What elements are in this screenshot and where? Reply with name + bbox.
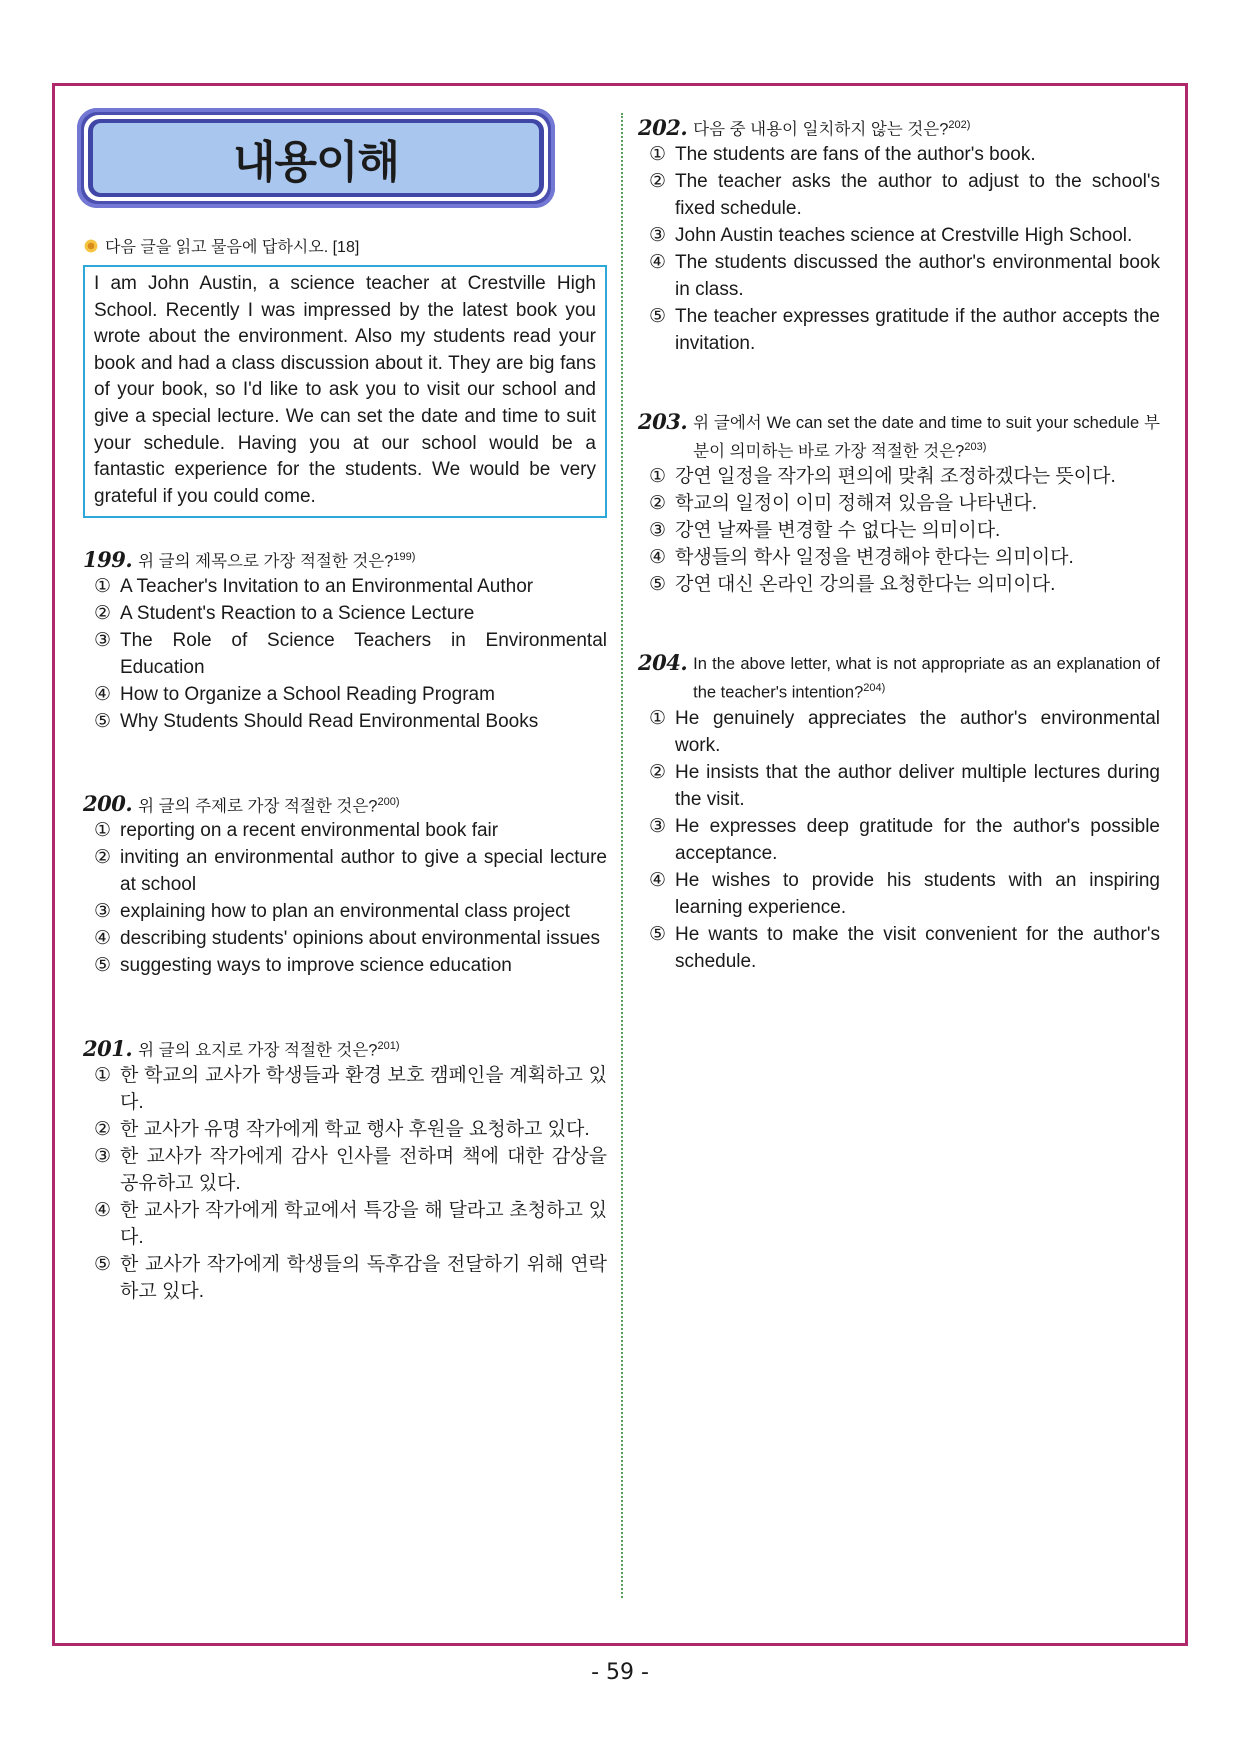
question-200: [83, 791, 607, 980]
question-text: 위 글의 요지로 가장 적절한 것은?: [138, 1041, 378, 1060]
question-text: 다음 중 내용이 일치하지 않는 것은?: [693, 120, 949, 139]
answer-option[interactable]: ⑤ Why Students Should Read Environmental Books: [94, 710, 539, 732]
answer-option[interactable]: ⑤ He wants to make the visit convenient for the author's schedule.: [649, 923, 1160, 972]
answer-option[interactable]: ① 한 학교의 교사가 학생들과 환경 보호 캠페인을 계획하고 있다.: [94, 1064, 607, 1113]
question-203: [638, 408, 1160, 599]
question-header: [83, 546, 607, 573]
answer-option[interactable]: ② 학교의 일정이 이미 정해져 있음을 나타낸다.: [649, 493, 1038, 514]
answer-option[interactable]: ② He insists that the author deliver multiple lectures during the visit.: [649, 761, 1160, 810]
answer-option[interactable]: ③ The Role of Science Teachers in Environmental Education: [94, 629, 607, 678]
question-header: [83, 1035, 607, 1062]
answer-option[interactable]: ① reporting on a recent environmental book fair: [94, 820, 499, 842]
answer-option[interactable]: ④ How to Organize a School Reading Program: [94, 683, 495, 705]
answer-option[interactable]: ⑤ suggesting ways to improve science education: [94, 955, 512, 977]
footnote-ref: 203): [964, 440, 987, 453]
question-text: 위 글의 주제로 가장 적절한 것은?: [138, 797, 378, 816]
footnote-ref: 200): [377, 795, 400, 808]
footnote-ref: 202): [948, 119, 971, 131]
answer-option[interactable]: ③ He expresses deep gratitude for the author's possible acceptance.: [649, 815, 1160, 864]
answer-option[interactable]: ② inviting an environmental author to give a special lecture at school: [94, 847, 607, 896]
answer-option[interactable]: ④ 학생들의 학사 일정을 변경해야 한다는 의미이다.: [649, 547, 1074, 568]
answer-option[interactable]: ① 강연 일정을 작가의 편의에 맞춰 조정하겠다는 뜻이다.: [649, 466, 1116, 487]
answer-option[interactable]: ① The students are fans of the author's book.: [649, 143, 1036, 165]
reading-passage: [83, 265, 607, 518]
question-header: [83, 791, 607, 818]
answer-option[interactable]: ② 한 교사가 유명 작가에게 학교 행사 후원을 요청하고 있다.: [94, 1118, 590, 1140]
right-column: [638, 114, 1160, 975]
question-201: [83, 1035, 607, 1305]
answer-option[interactable]: ③ 한 교사가 작가에게 감사 인사를 전하며 책에 대한 감상을 공유하고 있다.: [94, 1145, 607, 1194]
question-204: [638, 652, 1160, 975]
question-text: In the above letter, what is not appropriate as an explanation of the teacher's intention?: [693, 655, 1160, 702]
answer-option[interactable]: ① He genuinely appreciates the author's environmental work.: [649, 707, 1160, 756]
answer-option[interactable]: ④ He wishes to provide his students with an inspiring learning experience.: [649, 869, 1160, 918]
question-number: 199.: [83, 546, 133, 572]
question-number: 204.: [638, 650, 688, 675]
question-header: [638, 652, 1160, 705]
question-202: [638, 114, 1160, 357]
answer-option[interactable]: ④ describing students' opinions about environmental issues: [94, 928, 600, 950]
question-number: 203.: [638, 408, 688, 434]
question-text: 위 글에서 We can set the date and time to suit your schedule 부분이 의미하는 바로 가장 적절한 것은?: [693, 413, 1160, 460]
question-text: 위 글의 제목으로 가장 적절한 것은?: [138, 552, 394, 571]
answer-option[interactable]: ③ 강연 날짜를 변경할 수 없다는 의미이다.: [649, 520, 1001, 541]
footnote-ref: 199): [393, 551, 416, 564]
answer-option[interactable]: ③ explaining how to plan an environmental class project: [94, 901, 570, 923]
footnote-ref: 204): [863, 682, 886, 694]
question-header: [638, 114, 1160, 141]
answer-option[interactable]: ④ The students discussed the author's environmental book in class.: [649, 251, 1160, 300]
section-title-banner: [77, 108, 555, 208]
answer-option[interactable]: ② A Student's Reaction to a Science Lecture: [94, 602, 475, 624]
question-header: [638, 408, 1160, 464]
answer-option[interactable]: ⑤ 강연 대신 온라인 강의를 요청한다는 의미이다.: [649, 574, 1056, 595]
answer-option[interactable]: ④ 한 교사가 작가에게 학교에서 특강을 해 달라고 초청하고 있다.: [94, 1199, 607, 1248]
question-number: 202.: [638, 114, 688, 140]
passage-text: I am John Austin, a science teacher at Crestville High School. Recently I was impressed by the latest book you wrote about the environment. Also my students read your book and had a class discussion about it. They are big fans of your book, so I'd like to ask you to visit our school and give a special lecture. We can set the date and time to suit your schedule. Having you at our school would be a fantastic experience for the students. We would be very grateful if you could come.: [94, 273, 596, 507]
left-column: [83, 108, 607, 1305]
instruction-text: 다음 글을 읽고 물음에 답하시오. [18]: [105, 239, 360, 256]
flower-icon: [83, 238, 99, 254]
question-number: 201.: [83, 1035, 133, 1061]
answer-option[interactable]: ② The teacher asks the author to adjust to the school's fixed schedule.: [649, 170, 1160, 219]
section-title: 내용이해: [232, 137, 399, 188]
answer-option[interactable]: ③ John Austin teaches science at Crestville High School.: [649, 224, 1133, 246]
question-199: [83, 546, 607, 735]
question-number: 200.: [83, 791, 133, 817]
answer-option[interactable]: ① A Teacher's Invitation to an Environmental Author: [94, 575, 534, 597]
answer-option[interactable]: ⑤ 한 교사가 작가에게 학생들의 독후감을 전달하기 위해 연락하고 있다.: [94, 1253, 607, 1302]
footnote-ref: 201): [377, 1040, 400, 1053]
page-number: - 59 -: [591, 1660, 649, 1685]
column-divider: [621, 113, 623, 1598]
instruction: [83, 234, 607, 257]
answer-option[interactable]: ⑤ The teacher expresses gratitude if the author accepts the invitation.: [649, 305, 1160, 354]
